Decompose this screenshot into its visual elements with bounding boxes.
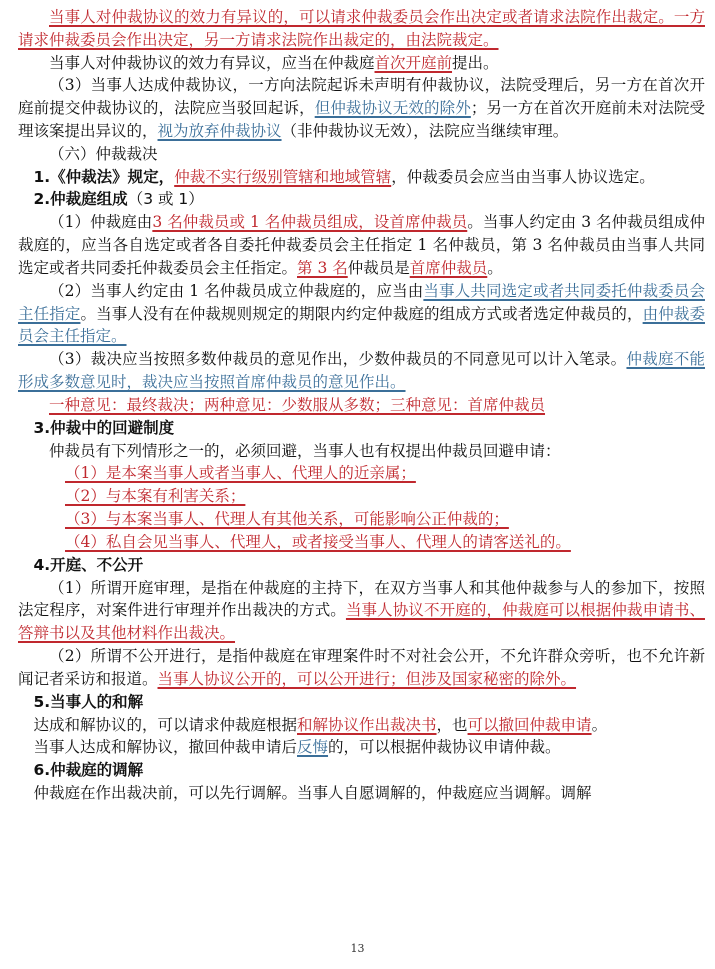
paragraph-mediation: 仲裁庭在作出裁决前，可以先行调解。当事人自愿调解的，仲裁庭应当调解。调解 xyxy=(33,784,592,803)
paragraph-court-procedure xyxy=(18,74,705,142)
list-item xyxy=(18,462,705,485)
text: （3）裁决应当按照多数仲裁员的意见作出，少数仲裁员的不同意见可以计入笔录。 xyxy=(49,350,627,369)
highlight-blue: 由仲裁委员会主任指定。 xyxy=(18,304,705,346)
list-item xyxy=(18,531,705,554)
highlight-blue: 但仲裁协议无效的除外 xyxy=(314,99,471,118)
text: （2）当事人约定由 1 名仲裁员成立仲裁庭的，应当由 xyxy=(49,281,424,300)
text: 提出。 xyxy=(452,53,499,72)
paragraph-objection-timing xyxy=(18,52,705,75)
text: ，也 xyxy=(436,715,468,734)
paragraph-tribunal-3 xyxy=(18,348,705,394)
paragraph-tribunal-1 xyxy=(18,211,705,279)
paragraph-validity-objection xyxy=(18,6,705,52)
paragraph-hearing-2 xyxy=(18,645,705,691)
text: （1）仲裁庭由 xyxy=(49,213,153,232)
highlight-blue: 视为放弃仲裁协议 xyxy=(157,121,282,140)
highlight-red: 首席仲裁员 xyxy=(409,258,488,277)
list-item xyxy=(18,508,705,531)
recusal-list xyxy=(18,462,705,553)
paragraph-settlement-2 xyxy=(18,736,705,759)
heading-hearing: 4.开庭、不公开 xyxy=(33,555,144,574)
highlight-red: 首次开庭前 xyxy=(374,53,453,72)
heading-text: 2.仲裁庭组成 xyxy=(33,190,128,209)
paragraph-opinion-rule xyxy=(18,394,705,417)
heading-recusal: 3.仲裁中的回避制度 xyxy=(33,418,175,437)
highlight-red: 当事人对仲裁协议的效力有异议的，可以请求仲裁委员会作出决定或者请求法院作出裁定。一方请求仲裁委员会作出决定，另一方请求法院作出裁定的，由法院裁定。 xyxy=(18,8,705,49)
paragraph-recusal-intro: 仲裁员有下列情形之一的，必须回避，当事人也有权提出仲裁员回避申请： xyxy=(49,441,561,460)
item-heading: 1.《仲裁法》规定， xyxy=(33,167,175,186)
highlight-red: 第 3 名 xyxy=(297,258,348,277)
heading-settlement: 5.当事人的和解 xyxy=(33,692,144,711)
paragraph-tribunal-2 xyxy=(18,280,705,348)
list-item-text: （4）私自会见当事人、代理人，或者接受当事人、代理人的请客送礼的。 xyxy=(65,532,571,551)
highlight-red: 可以撤回仲裁申请 xyxy=(467,715,592,734)
list-item-text: （3）与本案当事人、代理人有其他关系，可能影响公正仲裁的； xyxy=(65,509,509,528)
highlight-red: 仲裁不实行级别管辖和地域管辖 xyxy=(174,167,392,186)
heading-tribunal-composition xyxy=(18,188,705,211)
text: （3）当事人达成仲裁协议，一方向法院起诉未声明有仲裁协议，法院受理后，另一方在首次开庭前提交仲裁协议的，法院应当驳回起诉， xyxy=(18,76,705,118)
text: 达成和解协议的，可以请求仲裁庭根据 xyxy=(33,715,298,734)
text: 当事人达成和解协议，撤回仲裁申请后 xyxy=(33,738,298,757)
highlight-red: 3 名仲裁员或 1 名仲裁员组成，设首席仲裁员 xyxy=(152,213,468,232)
highlight-red: 一种意见：最终裁决；两种意见：少数服从多数；三种意见：首席仲裁员 xyxy=(49,395,546,414)
text: 当事人对仲裁协议的效力有异议，应当在仲裁庭 xyxy=(49,53,375,72)
text: 。当事人没有在仲裁规则规定的期限内约定仲裁庭的组成方式或者选定仲裁员的， xyxy=(80,304,643,323)
text: 的，可以根据仲裁协议申请仲裁。 xyxy=(328,738,561,757)
text: （2）所谓不公开进行，是指仲裁庭在审理案件时不对社会公开，不允许群众旁听，也不允许新闻记者采访和报道。 xyxy=(18,646,705,688)
text: 。 xyxy=(591,715,608,734)
text: 。 xyxy=(487,258,503,277)
highlight-blue: 当事人共同选定或者共同委托仲裁委员会主任指定 xyxy=(18,281,705,323)
heading-mediation: 6.仲裁庭的调解 xyxy=(33,761,144,780)
list-item-text: （1）是本案当事人或者当事人、代理人的近亲属； xyxy=(65,464,416,483)
text: （非仲裁协议无效），法院应当继续审理。 xyxy=(281,121,569,140)
list-item-text: （2）与本案有利害关系； xyxy=(65,487,246,506)
list-item xyxy=(18,485,705,508)
paragraph-arbitration-law xyxy=(18,166,705,189)
section-heading-arbitration-award: （六）仲裁裁决 xyxy=(49,144,158,163)
paragraph-settlement-1 xyxy=(18,714,705,737)
text: （1）所谓开庭审理，是指在仲裁庭的主持下，在双方当事人和其他仲裁参与人的参加下，按照法定程序，对案件进行审理并作出裁决的方式。 xyxy=(18,578,705,620)
text: 仲裁员是 xyxy=(347,258,410,277)
paragraph-hearing-1 xyxy=(18,577,705,645)
highlight-red: 当事人协议公开的，可以公开进行；但涉及国家秘密的除外。 xyxy=(157,669,577,688)
highlight-red: 和解协议作出裁决书 xyxy=(297,715,437,734)
heading-subtext: （3 或 1） xyxy=(127,190,204,209)
text: 。当事人约定由 3 名仲裁员组成仲裁庭的，应当各自选定或者各自委托仲裁委员会主任指定 1 名仲裁员，第 3 名仲裁员由当事人共同选定或者共同委托仲裁委员会主任指定。 xyxy=(18,213,705,277)
highlight-blue: 仲裁庭不能形成多数意见时，裁决应当按照首席仲裁员的意见作出。 xyxy=(18,350,705,391)
highlight-red: 当事人协议不开庭的，仲裁庭可以根据仲裁申请书、答辩书以及其他材料作出裁决。 xyxy=(18,601,705,643)
text: ，仲裁委员会应当由当事人协议选定。 xyxy=(391,167,655,186)
highlight-blue: 反悔 xyxy=(297,738,329,757)
page-number: 13 xyxy=(350,942,365,955)
text: ；另一方在首次开庭前未对法院受理该案提出异议的， xyxy=(18,99,705,140)
